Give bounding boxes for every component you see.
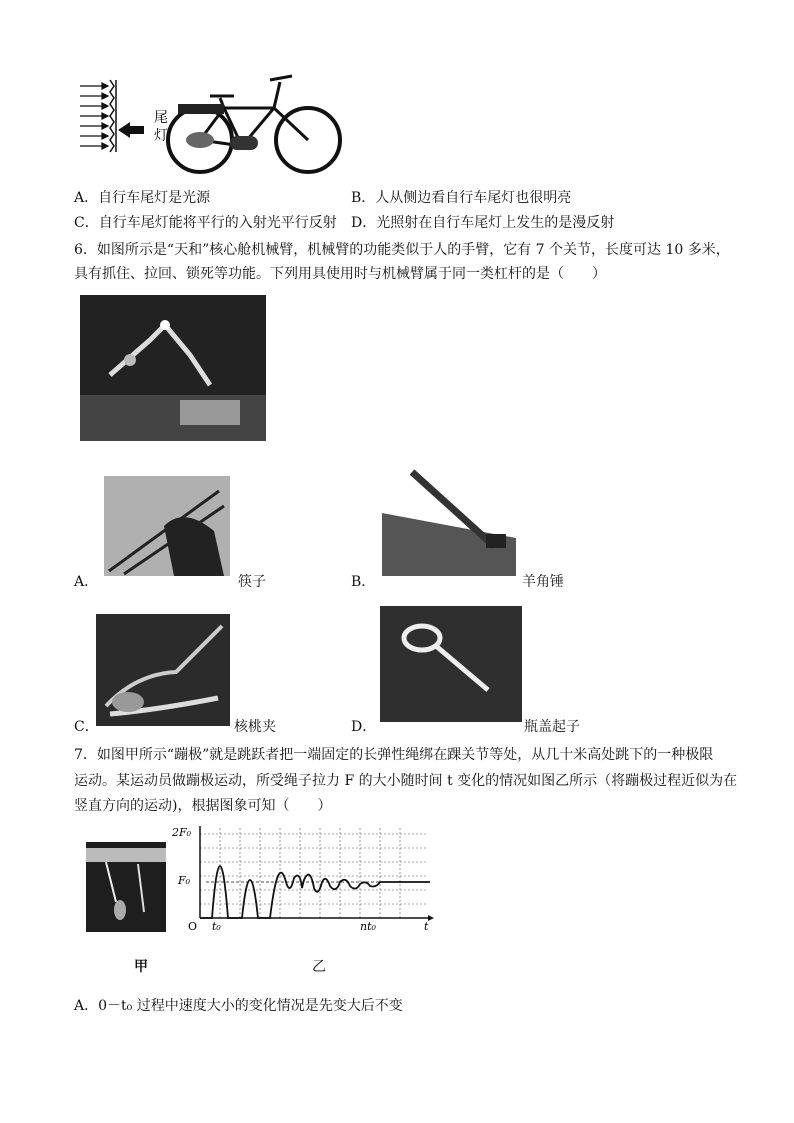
claw-hammer-photo: [382, 468, 516, 576]
force-time-graph: [170, 822, 440, 934]
fig-b-label: 乙: [312, 959, 326, 975]
q6-text-line2: 具有抓住、拉回、锁死等功能。下列用具使用时与机械臂属于同一类杠杆的是（ ）: [74, 266, 606, 282]
x-tick-t0: t₀: [212, 920, 221, 933]
y-tick-2f0: 2F₀: [172, 826, 192, 839]
q5-option-b: B．人从侧边看自行车尾灯也很明亮: [351, 190, 572, 206]
tail-light-label-1: 尾: [154, 110, 168, 126]
q7-text-line2: 运动。某运动员做蹦极运动，所受绳子拉力 F 的大小随时间 t 变化的情况如图乙所示（将蹦极过程近似为在: [74, 773, 738, 789]
q6-option-a-letter: A．: [74, 574, 99, 590]
tail-light-label-2: 灯: [154, 128, 168, 144]
q6-option-b-letter: B．: [351, 574, 376, 590]
q6-option-c-letter: C．: [74, 719, 99, 735]
fig-a-label: 甲: [134, 959, 148, 975]
robotic-arm-photo: [80, 295, 266, 441]
q6-option-c-caption: 核桃夹: [234, 719, 276, 735]
origin-label: O: [188, 920, 198, 933]
q6-option-b-caption: 羊角锤: [522, 574, 564, 590]
q6-option-d-letter: D．: [351, 719, 377, 735]
x-axis-t: t: [424, 920, 429, 933]
bungee-photo: [86, 842, 166, 932]
q7-text-line1: 7．如图甲所示“蹦极”就是跳跃者把一端固定的长弹性绳绑在踝关节等处，从几十米高处跳下的一种极限: [74, 747, 714, 763]
q6-option-d-caption: 瓶盖起子: [524, 719, 580, 735]
x-tick-nt0: nt₀: [360, 920, 376, 933]
q5-option-c: C．自行车尾灯能将平行的入射光平行反射: [74, 215, 337, 231]
walnut-cracker-photo: [96, 614, 230, 726]
q6-text-line1: 6．如图所示是“天和”核心舱机械臂，机械臂的功能类似于人的手臂，它有 7 个关节，长度可达 10 多米，: [74, 242, 730, 258]
y-tick-f0: F₀: [178, 874, 191, 887]
q7-text-line3: 竖直方向的运动)，根据图象可知（ ）: [74, 798, 332, 814]
chopsticks-photo: [104, 476, 230, 576]
q6-option-a-caption: 筷子: [238, 574, 266, 590]
bottle-opener-photo: [380, 606, 522, 722]
q5-option-a: A．自行车尾灯是光源: [74, 190, 211, 206]
q7-option-a: A．0－t₀ 过程中速度大小的变化情况是先变大后不变: [74, 998, 403, 1014]
bicycle-reflector-figure: [74, 68, 354, 178]
q5-option-d: D．光照射在自行车尾灯上发生的是漫反射: [351, 215, 615, 231]
